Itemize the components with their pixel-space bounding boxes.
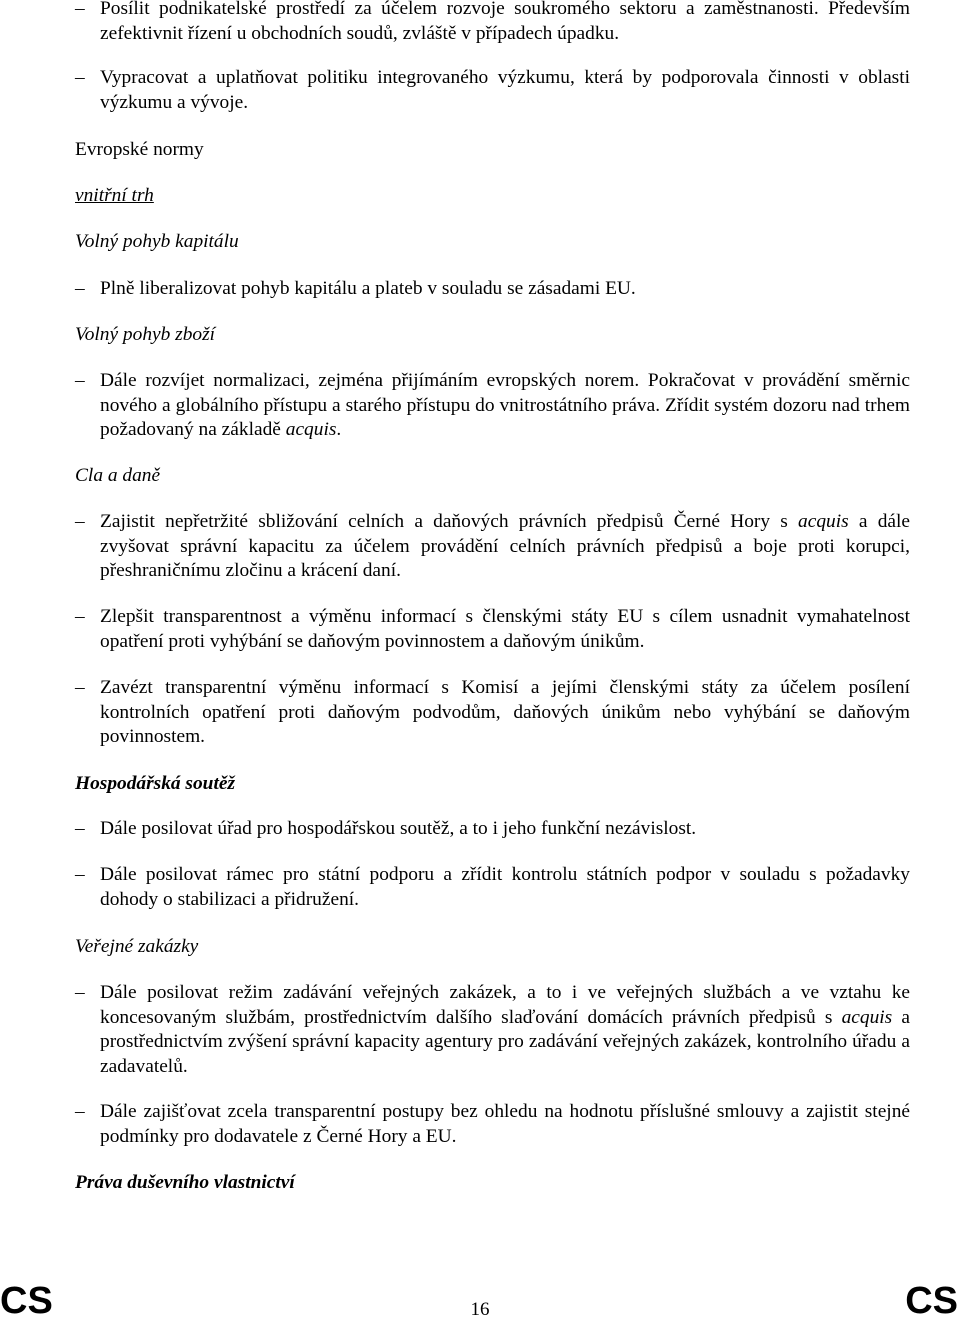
dash-bullet: – — [75, 0, 85, 19]
dash-bullet: – — [75, 511, 85, 532]
item-text: Zavézt transparentní výměnu informací s Komisí a jejími členskými státy za účelem posílení kontrolních opatření proti daňovým podvodům, daňových únikům nebo vyhýbání se daňovým povinnostem. — [100, 677, 910, 747]
item-text: Dále rozvíjet normalizaci, zejména přijímáním evropských norem. Pokračovat v provádění směrnic nového a globálního přístupu a starého přístupu do vnitrostátního práva. Zřídit systém dozoru nad trhem požadovaný na základě acquis. — [100, 370, 910, 440]
item-text: Zajistit nepřetržité sbližování celních a daňových právních předpisů Černé Hory s acquis a dále zvyšovat správní kapacitu za účelem provádění celních právních předpisů a boje proti korupci, přeshraničnímu zločinu a krácení daní. — [100, 511, 910, 581]
heading-volny-pohyb-kapitalu: Volný pohyb kapitálu — [75, 231, 239, 252]
list-item — [75, 369, 910, 443]
heading-evropske-normy: Evropské normy — [75, 139, 204, 160]
list-item — [75, 863, 910, 912]
list-item — [75, 676, 910, 750]
list-item — [75, 817, 910, 842]
list-item — [75, 0, 910, 46]
item-text: Dále posilovat úřad pro hospodářskou soutěž, a to i jeho funkční nezávislost. — [100, 818, 697, 839]
heading-cla-a-dane: Cla a daně — [75, 465, 161, 486]
dash-bullet: – — [75, 67, 85, 88]
dash-bullet: – — [75, 278, 85, 299]
dash-bullet: – — [75, 1101, 85, 1122]
item-text: Zlepšit transparentnost a výměnu informací s členskými státy EU s cílem usnadnit vymahatelnost opatření proti vyhýbání se daňovým povinnostem a daňovým únikům. — [100, 606, 910, 652]
dash-bullet: – — [75, 818, 85, 839]
item-text: Plně liberalizovat pohyb kapitálu a plateb v souladu se zásadami EU. — [100, 278, 636, 299]
item-text: Vypracovat a uplatňovat politiku integrovaného výzkumu, která by podporovala činnosti v oblasti výzkumu a vývoje. — [100, 67, 910, 113]
heading-verejne-zakazky: Veřejné zakázky — [75, 936, 199, 957]
footer-lang-right: CS — [905, 1280, 958, 1322]
list-item — [75, 510, 910, 584]
dash-bullet: – — [75, 864, 85, 885]
heading-prava-dusevniho-vlastnictvi: Práva duševního vlastnictví — [75, 1172, 295, 1193]
list-item — [75, 981, 910, 1079]
heading-hospodarska-soutez: Hospodářská soutěž — [75, 773, 236, 794]
dash-bullet: – — [75, 982, 85, 1003]
item-text: Dále posilovat rámec pro státní podporu a zřídit kontrolu státních podpor v souladu s požadavky dohody o stabilizaci a přidružení. — [100, 864, 910, 910]
heading-volny-pohyb-zbozi: Volný pohyb zboží — [75, 324, 216, 345]
list-item — [75, 66, 910, 115]
list-item — [75, 605, 910, 654]
dash-bullet: – — [75, 606, 85, 627]
dash-bullet: – — [75, 677, 85, 698]
heading-vnitrni-trh: vnitřní trh — [75, 185, 154, 206]
dash-bullet: – — [75, 370, 85, 391]
footer-lang-left: CS — [0, 1280, 53, 1322]
item-text: Dále posilovat režim zadávání veřejných zakázek, a to i ve veřejných službách a ve vztahu ke koncesovaným službám, prostřednictvím dalšího slaďování domácích právních předpisů s acquis a prostřednictvím zvýšení správní kapacity agentury pro zadávání veřejných zakázek, kontrolního úřadu a zadavatelů. — [100, 982, 910, 1077]
page-number: 16 — [470, 1299, 490, 1320]
item-text: Dále zajišťovat zcela transparentní postupy bez ohledu na hodnotu příslušné smlouvy a zajistit stejné podmínky pro dodavatele z Černé Hory a EU. — [100, 1101, 910, 1147]
item-text: Posílit podnikatelské prostředí za účelem rozvoje soukromého sektoru a zaměstnanosti. Především zefektivnit řízení u obchodních soudů, zvláště v případech úpadku. — [100, 0, 910, 44]
list-item — [75, 277, 910, 302]
list-item — [75, 1100, 910, 1149]
